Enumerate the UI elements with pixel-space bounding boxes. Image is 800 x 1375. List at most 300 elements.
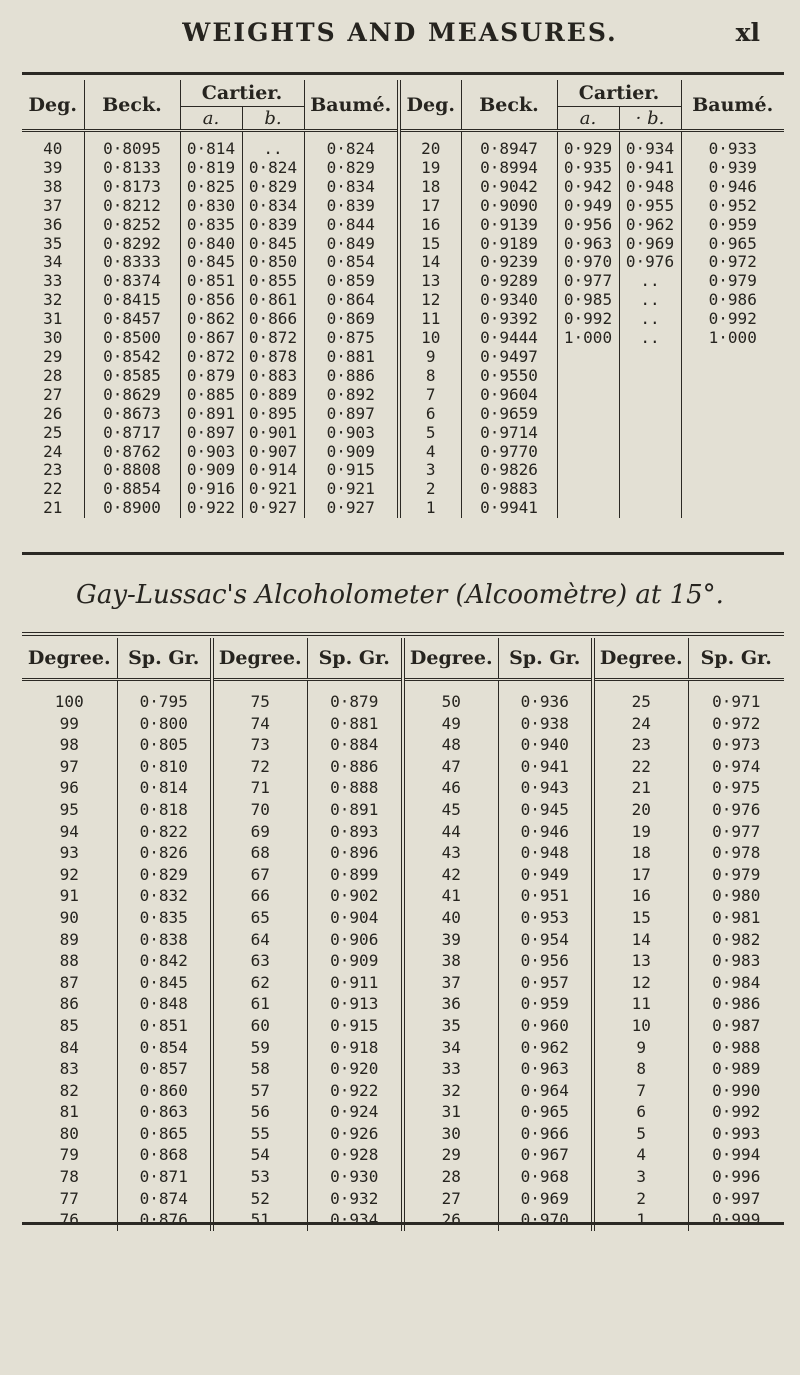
cell-cartier-a-right: 0·949 [557,197,619,216]
cell-beck-left: 0·8585 [84,367,180,386]
cell-cartier-a-right [557,499,619,518]
cell-baume-right [681,443,784,462]
cell-degree: 9 [593,1037,688,1059]
cell-sp-gr: 0·982 [712,929,761,949]
cell-sp-gr: 0·977 [712,821,761,841]
cell-cartier-a-right [557,367,619,386]
cell-sp-gr: 0·871 [117,1166,212,1188]
cell-baume-left: 0·927 [304,499,399,518]
cell-cartier-b-left: 0·901 [242,424,304,443]
cell-deg-right: 16 [399,216,461,235]
cell-beck-right: 0·9444 [461,329,557,348]
cell-cartier-a-right: 0·992 [557,310,619,329]
cell-degree: 72 [212,756,307,778]
table-row [22,480,784,499]
cell-cartier-b-right [619,480,681,499]
cell-sp-gr: 0·795 [117,680,212,713]
header-sp-gr: Sp. Gr. [117,638,212,680]
cell-degree: 41 [403,885,498,907]
cell-degree: 100 [22,680,117,713]
cell-sp-gr: 0·946 [498,821,593,843]
cell-degree: 65 [212,907,307,929]
cell-degree: 33 [403,1058,498,1080]
cell-sp-gr: 0·832 [117,885,212,907]
cell-cartier-b-left: 0·872 [242,329,304,348]
cell-cartier-a-left: 0·835 [180,216,242,235]
cell-degree: 3 [593,1166,688,1188]
cell-cartier-a-left: 0·922 [180,499,242,518]
cell-sp-gr: 0·972 [712,713,761,733]
cell-beck-left: 0·8292 [84,235,180,254]
cell-sp-gr: 0·945 [498,799,593,821]
table-row [22,159,784,178]
cell-degree: 50 [403,680,498,713]
cell-degree: 20 [593,799,688,821]
cell-deg-right: 3 [399,461,461,480]
cell-cartier-b-left: 0·834 [242,197,304,216]
cell-beck-left: 0·8808 [84,461,180,480]
cell-degree: 44 [403,821,498,843]
cell-degree: 24 [593,713,688,735]
cell-sp-gr: 0·941 [498,756,593,778]
cell-degree: 46 [403,777,498,799]
cell-deg-left: 22 [22,480,84,499]
top-rule [22,72,784,75]
cell-cartier-a-right [557,386,619,405]
cell-sp-gr: 0·851 [117,1015,212,1037]
cell-deg-right: 12 [399,291,461,310]
cell-sp-gr: 0·974 [712,756,761,776]
table-row [22,734,784,756]
cell-sp-gr: 0·915 [307,1015,403,1037]
cell-degree: 18 [593,842,688,864]
cell-sp-gr: 0·964 [498,1080,593,1102]
cell-deg-left: 34 [22,253,84,272]
cell-degree: 25 [593,680,688,713]
cell-degree: 86 [22,993,117,1015]
cell-cartier-a-left: 0·885 [180,386,242,405]
table-row [22,799,784,821]
table-row [22,1015,784,1037]
cell-sp-gr: 0·980 [712,886,761,906]
cell-deg-left: 32 [22,291,84,310]
cell-cartier-b-left: 0·866 [242,310,304,329]
cell-baume-right: 0·979 [708,271,757,291]
cell-degree: 27 [403,1188,498,1210]
header-degree: Degree. [22,638,117,680]
cell-degree: 87 [22,972,117,994]
cell-deg-left: 40 [22,131,84,159]
cell-degree: 68 [212,842,307,864]
header-cartier-a-right: a. [557,107,619,131]
cell-cartier-a-right [557,480,619,499]
table-row [22,1209,784,1231]
cell-cartier-a-left: 0·903 [180,443,242,462]
cell-baume-left: 0·829 [304,159,399,178]
cell-sp-gr: 0·997 [712,1188,761,1208]
cell-degree: 30 [403,1123,498,1145]
cell-deg-left: 36 [22,216,84,235]
cell-baume-left: 0·875 [304,329,399,348]
cell-baume-right: 0·965 [708,233,757,253]
cell-degree: 35 [403,1015,498,1037]
cell-cartier-a-right: 0·970 [557,253,619,272]
cell-cartier-b-right [619,386,681,405]
cell-cartier-a-right [557,443,619,462]
cell-sp-gr: 0·976 [712,799,761,819]
cell-degree: 59 [212,1037,307,1059]
table-row [22,253,784,272]
cell-sp-gr: 0·854 [117,1037,212,1059]
cell-beck-right: 0·9189 [461,235,557,254]
cell-baume-right: 0·986 [708,290,757,310]
header-baume-right: Baumé. [681,80,784,131]
cell-baume-left: 0·839 [304,197,399,216]
cell-sp-gr: 0·876 [117,1209,212,1231]
header-beck-left: Beck. [84,80,180,131]
cell-degree: 15 [593,907,688,929]
cell-baume-right [681,499,784,518]
cell-sp-gr: 0·965 [498,1101,593,1123]
cell-cartier-b-right: .. [619,329,681,348]
table-row [22,272,784,291]
cell-degree: 39 [403,929,498,951]
cell-cartier-a-left: 0·891 [180,405,242,424]
cell-baume-right: 0·952 [708,195,757,215]
table-row [22,885,784,907]
cell-degree: 58 [212,1058,307,1080]
page-number: xl [735,18,760,47]
cell-sp-gr: 0·936 [498,680,593,713]
cell-deg-left: 23 [22,461,84,480]
cell-sp-gr: 0·988 [712,1037,761,1057]
cell-cartier-a-right [557,405,619,424]
cell-cartier-b-right: .. [619,310,681,329]
cell-sp-gr: 0·909 [307,950,403,972]
cell-degree: 70 [212,799,307,821]
cell-sp-gr: 0·959 [498,993,593,1015]
table-row [22,756,784,778]
cell-deg-right: 9 [399,348,461,367]
cell-degree: 63 [212,950,307,972]
page-header [40,18,760,48]
cell-cartier-a-left: 0·897 [180,424,242,443]
cell-sp-gr: 0·899 [307,864,403,886]
cell-baume-left: 0·881 [304,348,399,367]
cell-sp-gr: 0·966 [498,1123,593,1145]
cell-deg-right: 18 [399,178,461,197]
cell-deg-right: 2 [399,480,461,499]
cell-deg-right: 17 [399,197,461,216]
cell-degree: 69 [212,821,307,843]
cell-cartier-b-right: 0·976 [619,253,681,272]
cell-sp-gr: 0·881 [307,713,403,735]
cell-sp-gr: 0·928 [307,1144,403,1166]
cell-sp-gr: 0·924 [307,1101,403,1123]
cell-deg-left: 30 [22,329,84,348]
cell-sp-gr: 0·863 [117,1101,212,1123]
table-row [22,235,784,254]
cell-degree: 42 [403,864,498,886]
cell-sp-gr: 0·984 [712,972,761,992]
cell-cartier-a-left: 0·867 [180,329,242,348]
cell-cartier-b-right: 0·955 [619,197,681,216]
cell-deg-right: 1 [399,499,461,518]
cell-sp-gr: 0·860 [117,1080,212,1102]
table-row [22,424,784,443]
cell-beck-right: 0·9883 [461,480,557,499]
cell-cartier-a-right: 0·977 [557,272,619,291]
cell-degree: 5 [593,1123,688,1145]
cell-cartier-a-left: 0·825 [180,178,242,197]
cell-sp-gr: 0·922 [307,1080,403,1102]
cell-sp-gr: 0·951 [498,885,593,907]
header-baume-left: Baumé. [304,80,399,131]
cell-baume-right: 0·939 [708,157,757,177]
table-row [22,386,784,405]
cell-cartier-a-left: 0·851 [180,272,242,291]
cell-beck-left: 0·8133 [84,159,180,178]
cell-sp-gr: 0·891 [307,799,403,821]
table-row [22,864,784,886]
table-2-top-rule [22,632,784,633]
cell-baume-right: 0·959 [708,214,757,234]
cell-deg-left: 38 [22,178,84,197]
page-title: WEIGHTS AND MEASURES. [182,18,618,47]
cell-degree: 67 [212,864,307,886]
cell-sp-gr: 0·986 [712,994,761,1014]
cell-cartier-b-right: .. [619,272,681,291]
cell-cartier-a-right: 0·929 [557,131,619,159]
cell-sp-gr: 0·943 [498,777,593,799]
cell-sp-gr: 0·970 [498,1209,593,1231]
table-row [22,842,784,864]
cell-beck-right: 0·9340 [461,291,557,310]
cell-degree: 95 [22,799,117,821]
cell-degree: 66 [212,885,307,907]
table-row [22,950,784,972]
cell-degree: 93 [22,842,117,864]
table-2-bottom-rule [22,1222,784,1225]
header-degree: Degree. [403,638,498,680]
cell-deg-right: 8 [399,367,461,386]
cell-sp-gr: 0·879 [307,680,403,713]
cell-baume-right [681,480,784,499]
cell-degree: 85 [22,1015,117,1037]
cell-beck-left: 0·8629 [84,386,180,405]
cell-cartier-a-right: 0·935 [557,159,619,178]
cell-cartier-a-left: 0·879 [180,367,242,386]
cell-degree: 2 [593,1188,688,1210]
header-sp-gr: Sp. Gr. [688,638,784,680]
cell-deg-left: 25 [22,424,84,443]
cell-degree: 47 [403,756,498,778]
cell-sp-gr: 0·886 [307,756,403,778]
cell-cartier-a-left: 0·845 [180,253,242,272]
table-row [22,993,784,1015]
cell-deg-left: 28 [22,367,84,386]
cell-sp-gr: 0·835 [117,907,212,929]
cell-baume-right: 1·000 [708,328,757,348]
cell-sp-gr: 0·822 [117,821,212,843]
cell-baume-left: 0·903 [304,424,399,443]
cell-degree: 55 [212,1123,307,1145]
cell-degree: 96 [22,777,117,799]
cell-beck-right: 0·9659 [461,405,557,424]
table-row [22,1101,784,1123]
cell-degree: 36 [403,993,498,1015]
cell-degree: 22 [593,756,688,778]
cell-sp-gr: 0·810 [117,756,212,778]
cell-beck-right: 0·9289 [461,272,557,291]
cell-baume-left: 0·909 [304,443,399,462]
cell-beck-left: 0·8717 [84,424,180,443]
cell-baume-right: 0·946 [708,176,757,196]
cell-baume-right [681,405,784,424]
table-row [22,178,784,197]
cell-degree: 88 [22,950,117,972]
cell-beck-left: 0·8673 [84,405,180,424]
cell-cartier-b-right: 0·941 [619,159,681,178]
cell-sp-gr: 0·918 [307,1037,403,1059]
cell-cartier-a-left: 0·862 [180,310,242,329]
table-row [22,131,784,159]
table-row [22,348,784,367]
cell-cartier-b-left: 0·829 [242,178,304,197]
cell-cartier-b-right: 0·948 [619,178,681,197]
cell-degree: 80 [22,1123,117,1145]
cell-sp-gr: 0·814 [117,777,212,799]
cell-deg-right: 10 [399,329,461,348]
cell-cartier-b-left: 0·927 [242,499,304,518]
cell-sp-gr: 0·979 [712,864,761,884]
cell-degree: 52 [212,1188,307,1210]
cell-sp-gr: 0·865 [117,1123,212,1145]
cell-sp-gr: 0·842 [117,950,212,972]
cell-degree: 98 [22,734,117,756]
cell-beck-left: 0·8252 [84,216,180,235]
cell-sp-gr: 0·975 [712,778,761,798]
cell-cartier-b-left: 0·895 [242,405,304,424]
cell-deg-right: 4 [399,443,461,462]
table-row [22,1080,784,1102]
table-row [22,777,784,799]
table-row [22,1123,784,1145]
cell-deg-right: 13 [399,272,461,291]
cell-degree: 13 [593,950,688,972]
cell-beck-right: 0·9770 [461,443,557,462]
cell-baume-right [681,386,784,405]
cell-cartier-a-left: 0·814 [180,131,242,159]
table-row [22,1144,784,1166]
cell-cartier-b-left: 0·824 [242,159,304,178]
cell-baume-left: 0·824 [304,131,399,159]
cell-cartier-a-right [557,348,619,367]
cell-degree: 12 [593,972,688,994]
cell-cartier-b-left: 0·850 [242,253,304,272]
cell-deg-left: 21 [22,499,84,518]
cell-beck-right: 0·9139 [461,216,557,235]
table-row [22,197,784,216]
cell-degree: 4 [593,1144,688,1166]
cell-cartier-a-right [557,461,619,480]
table-row [22,929,784,951]
cell-cartier-b-left: 0·839 [242,216,304,235]
cell-sp-gr: 0·888 [307,777,403,799]
cell-sp-gr: 0·884 [307,734,403,756]
table-row [22,972,784,994]
cell-cartier-b-right: 0·962 [619,216,681,235]
cell-cartier-b-right [619,367,681,386]
cell-degree: 16 [593,885,688,907]
cell-sp-gr: 0·960 [498,1015,593,1037]
cell-beck-right: 0·8994 [461,159,557,178]
cell-sp-gr: 0·826 [117,842,212,864]
table-2-top-rule-2 [22,635,784,636]
header-cartier-b-right: · b. [619,107,681,131]
cell-baume-left: 0·844 [304,216,399,235]
cell-degree: 75 [212,680,307,713]
table-row [22,1166,784,1188]
cell-degree: 29 [403,1144,498,1166]
cell-sp-gr: 0·990 [712,1080,761,1100]
cell-cartier-b-left: 0·878 [242,348,304,367]
cell-sp-gr: 0·978 [712,843,761,863]
cell-degree: 45 [403,799,498,821]
cell-degree: 71 [212,777,307,799]
cell-cartier-b-right [619,405,681,424]
cell-sp-gr: 0·920 [307,1058,403,1080]
cell-deg-right: 15 [399,235,461,254]
cell-degree: 17 [593,864,688,886]
cell-degree: 19 [593,821,688,843]
cell-cartier-a-right: 0·956 [557,216,619,235]
cell-degree: 51 [212,1209,307,1231]
cell-beck-left: 0·8854 [84,480,180,499]
cell-degree: 84 [22,1037,117,1059]
cell-cartier-b-left: 0·889 [242,386,304,405]
cell-sp-gr: 0·904 [307,907,403,929]
cell-sp-gr: 0·874 [117,1188,212,1210]
cell-sp-gr: 0·983 [712,951,761,971]
cell-baume-right: 0·933 [708,139,757,158]
cell-cartier-a-left: 0·909 [180,461,242,480]
cell-sp-gr: 0·906 [307,929,403,951]
cell-degree: 40 [403,907,498,929]
cell-sp-gr: 0·829 [117,864,212,886]
table-row [22,291,784,310]
cell-deg-right: 11 [399,310,461,329]
cell-degree: 21 [593,777,688,799]
cell-degree: 60 [212,1015,307,1037]
cell-beck-left: 0·8900 [84,499,180,518]
cell-degree: 94 [22,821,117,843]
cell-beck-left: 0·8500 [84,329,180,348]
cell-degree: 1 [593,1209,688,1231]
cell-beck-left: 0·8374 [84,272,180,291]
cell-deg-right: 5 [399,424,461,443]
cell-degree: 99 [22,713,117,735]
table-row [22,310,784,329]
cell-sp-gr: 0·969 [498,1188,593,1210]
cell-cartier-a-right: 0·963 [557,235,619,254]
cell-sp-gr: 0·994 [712,1145,761,1165]
cell-sp-gr: 0·968 [498,1166,593,1188]
cell-degree: 8 [593,1058,688,1080]
cell-degree: 53 [212,1166,307,1188]
cell-beck-right: 0·9826 [461,461,557,480]
cell-degree: 64 [212,929,307,951]
